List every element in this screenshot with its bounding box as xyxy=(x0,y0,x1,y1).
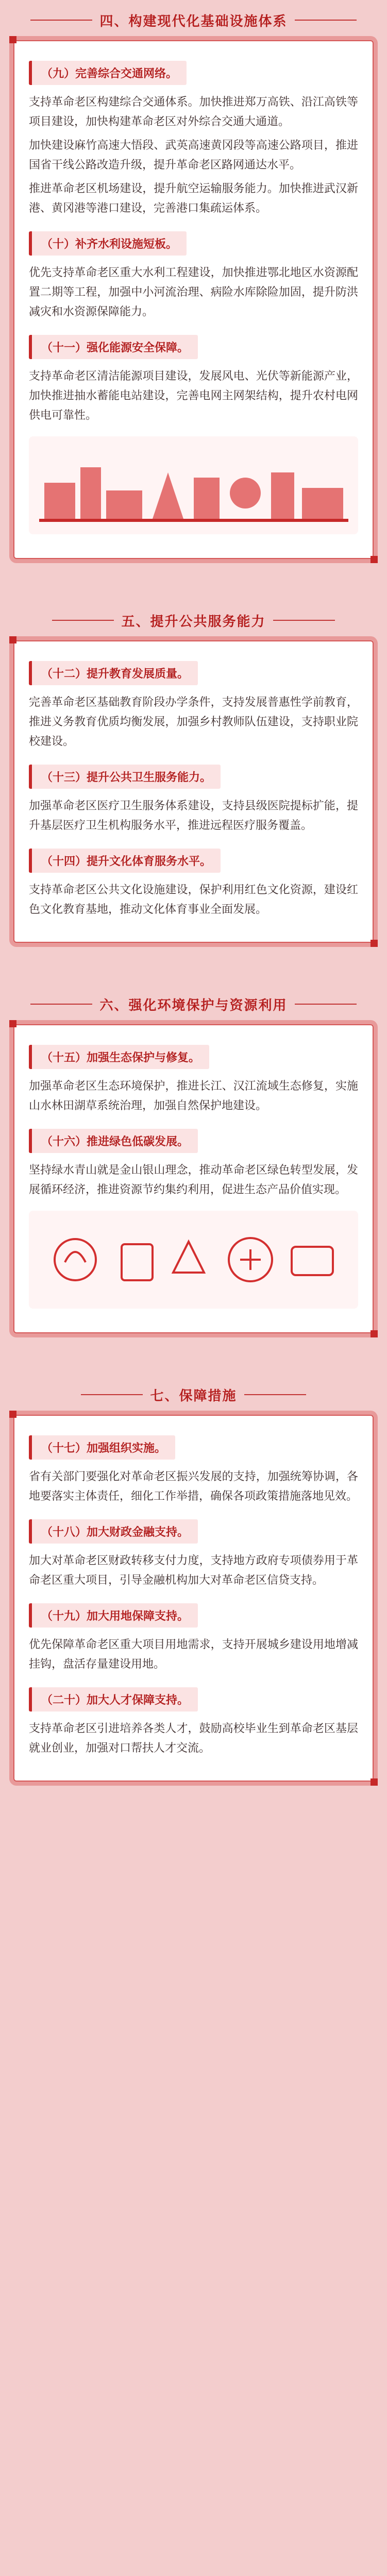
section4-heading xyxy=(0,0,387,40)
section6-heading xyxy=(0,984,387,1024)
section5-heading xyxy=(0,600,387,640)
item-label: （十）补齐水利设施短板。 xyxy=(29,231,187,256)
item-text: 优先保障革命老区重大项目用地需求，支持开展城乡建设用地增减挂钩，盘活存量建设用地。 xyxy=(29,1638,358,1670)
heading-rule xyxy=(52,620,114,621)
item-text: 支持革命老区构建综合交通体系。加快推进郑万高铁、沿江高铁等项目建设，加快构建革命老区对外综合交通大通道。 xyxy=(29,95,358,128)
item-label: （十六）推进绿色低碳发展。 xyxy=(29,1129,198,1153)
section7-heading xyxy=(0,1375,387,1415)
item-label: （十一）强化能源安全保障。 xyxy=(29,335,198,359)
item-label: （九）完善综合交通网络。 xyxy=(29,61,187,85)
section4-title: 四、构建现代化基础设施体系 xyxy=(99,13,288,29)
heading-rule xyxy=(295,1004,357,1005)
heading-rule xyxy=(295,20,357,21)
item-text: 支持革命老区引进培养各类人才，鼓励高校毕业生到革命老区基层就业创业，加强对口帮扶人才交流。 xyxy=(29,1722,358,1754)
section5-card xyxy=(13,640,374,943)
heading-rule xyxy=(30,20,92,21)
section4-card xyxy=(13,40,374,559)
ecology-illustration xyxy=(29,1211,358,1309)
heading-rule xyxy=(81,1394,143,1395)
section7-title: 七、保障措施 xyxy=(150,1388,237,1404)
item-text: 完善革命老区基础教育阶段办学条件，支持发展普惠性学前教育，推进义务教育优质均衡发展，加强乡村教师队伍建设，支持职业院校建设。 xyxy=(29,696,358,748)
infrastructure-illustration xyxy=(29,436,358,534)
item-label: （十三）提升公共卫生服务能力。 xyxy=(29,765,221,789)
item-text: 推进革命老区机场建设，提升航空运输服务能力。加快推进武汉新港、黄冈港等港口建设，完善港口集疏运体系。 xyxy=(29,182,358,214)
item-text: 加强革命老区生态环境保护，推进长江、汉江流域生态修复，实施山水林田湖草系统治理，加强自然保护地建设。 xyxy=(29,1079,358,1112)
item-label: （二十）加大人才保障支持。 xyxy=(29,1687,198,1711)
item-label: （十五）加强生态保护与修复。 xyxy=(29,1045,209,1069)
item-text: 支持革命老区清洁能源项目建设，发展风电、光伏等新能源产业，加快推进抽水蓄能电站建设，完善电网主网架结构，提升农村电网供电可靠性。 xyxy=(29,369,358,421)
heading-rule xyxy=(30,1004,92,1005)
item-text: 省有关部门要强化对革命老区振兴发展的支持，加强统筹协调，各地要落实主体责任，细化工作举措，确保各项政策措施落地见效。 xyxy=(29,1470,358,1502)
item-label: （十八）加大财政金融支持。 xyxy=(29,1519,198,1544)
item-text: 支持革命老区公共文化设施建设，保护利用红色文化资源，建设红色文化教育基地，推动文化体育事业全面发展。 xyxy=(29,883,358,916)
item-text: 加强革命老区医疗卫生服务体系建设，支持县级医院提标扩能，提升基层医疗卫生机构服务水平，推进远程医疗服务覆盖。 xyxy=(29,799,358,832)
item-label: （十四）提升文化体育服务水平。 xyxy=(29,849,221,873)
item-text: 加快建设麻竹高速大悟段、武英高速黄冈段等高速公路项目，推进国省干线公路改造升级，提升革命老区路网通达水平。 xyxy=(29,139,358,171)
item-text: 优先支持革命老区重大水利工程建设，加快推进鄂北地区水资源配置二期等工程，加强中小河流治理、病险水库除险加固，提升防洪减灾和水资源保障能力。 xyxy=(29,266,358,318)
item-label: （十七）加强组织实施。 xyxy=(29,1435,175,1460)
heading-rule xyxy=(244,1394,306,1395)
item-label: （十二）提升教育发展质量。 xyxy=(29,661,198,685)
item-label: （十九）加大用地保障支持。 xyxy=(29,1603,198,1628)
section5-title: 五、提升公共服务能力 xyxy=(121,614,266,630)
section7-card xyxy=(13,1415,374,1782)
section6-title: 六、强化环境保护与资源利用 xyxy=(99,997,288,1013)
heading-rule xyxy=(273,620,335,621)
section6-card xyxy=(13,1024,374,1333)
item-text: 坚持绿水青山就是金山银山理念，推动革命老区绿色转型发展，发展循环经济，推进资源节约集约利用，促进生态产品价值实现。 xyxy=(29,1163,358,1196)
item-text: 加大对革命老区财政转移支付力度，支持地方政府专项债券用于革命老区重大项目，引导金融机构加大对革命老区信贷支持。 xyxy=(29,1554,358,1586)
